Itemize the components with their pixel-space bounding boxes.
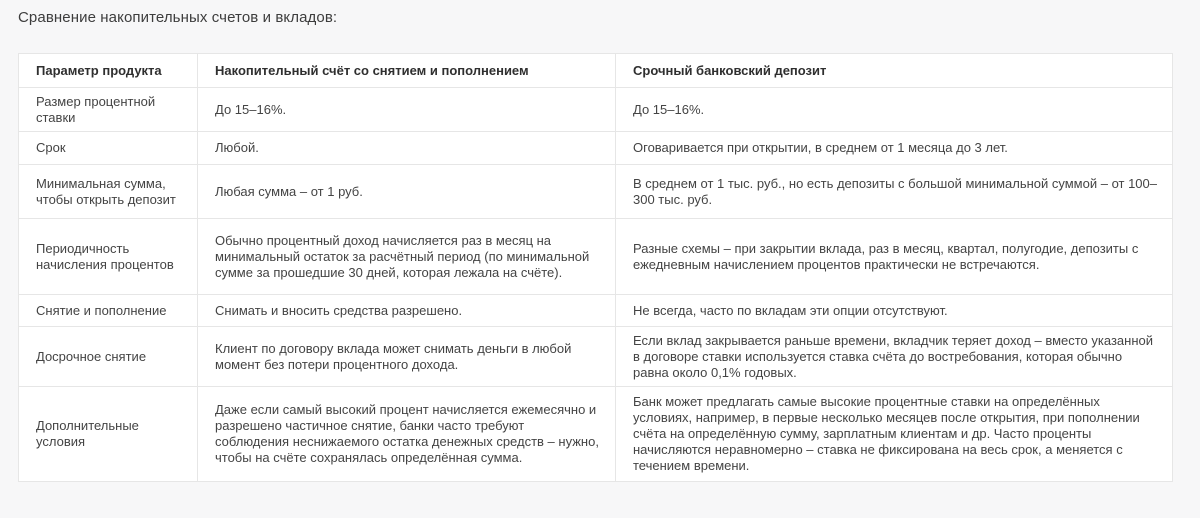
row-parameter: Срок [19,132,198,165]
row-deposit-value: Не всегда, часто по вкладам эти опции отсутствуют. [616,295,1173,327]
row-savings-value: До 15–16%. [198,88,616,132]
row-parameter: Дополнительные условия [19,387,198,482]
row-savings-value: Клиент по договору вклада может снимать деньги в любой момент без потери процентного дохода. [198,327,616,387]
comparison-table-container [18,53,1172,482]
row-deposit-value: Разные схемы – при закрытии вклада, раз в месяц, квартал, полугодие, депозиты с ежедневным начислением процентов практически не встречаются. [616,219,1173,295]
row-parameter: Размер процентной ставки [19,88,198,132]
table-row [19,132,1173,165]
row-parameter: Снятие и пополнение [19,295,198,327]
header-savings-account: Накопительный счёт со снятием и пополнением [198,54,616,88]
header-term-deposit: Срочный банковский депозит [616,54,1173,88]
page-title: Сравнение накопительных счетов и вкладов: [18,9,338,26]
row-parameter: Досрочное снятие [19,327,198,387]
row-deposit-value: До 15–16%. [616,88,1173,132]
row-savings-value: Любой. [198,132,616,165]
table-row [19,295,1173,327]
table-row [19,387,1173,482]
comparison-table [18,53,1173,482]
table-row [19,219,1173,295]
table-row [19,88,1173,132]
table-header-row [19,54,1173,88]
row-deposit-value: В среднем от 1 тыс. руб., но есть депозиты с большой минимальной суммой – от 100–300 тыс. руб. [616,165,1173,219]
row-parameter: Периодичность начисления процентов [19,219,198,295]
row-savings-value: Обычно процентный доход начисляется раз в месяц на минимальный остаток за расчётный период (по минимальной сумме за прошедшие 30 дней, которая лежала на счёте). [198,219,616,295]
row-deposit-value: Оговаривается при открытии, в среднем от 1 месяца до 3 лет. [616,132,1173,165]
row-savings-value: Снимать и вносить средства разрешено. [198,295,616,327]
row-parameter: Минимальная сумма, чтобы открыть депозит [19,165,198,219]
header-parameter: Параметр продукта [19,54,198,88]
row-deposit-value: Если вклад закрывается раньше времени, вкладчик теряет доход – вместо указанной в договоре ставки используется ставка счёта до востребования, которая обычно равна около 0,1% годовых. [616,327,1173,387]
table-row [19,165,1173,219]
row-savings-value: Любая сумма – от 1 руб. [198,165,616,219]
row-deposit-value: Банк может предлагать самые высокие процентные ставки на определённых условиях, например, в первые несколько месяцев после открытия, при пополнении счёта на определённую сумму, зарплатным клиентам и др. Часто проценты начисляются неравномерно – ставка не фиксирована на весь срок, а меняется с течением времени. [616,387,1173,482]
row-savings-value: Даже если самый высокий процент начисляется ежемесячно и разрешено частичное снятие, банки часто требуют соблюдения неснижаемого остатка денежных средств – нужно, чтобы на счёте сохранялась определённая сумма. [198,387,616,482]
table-row [19,327,1173,387]
